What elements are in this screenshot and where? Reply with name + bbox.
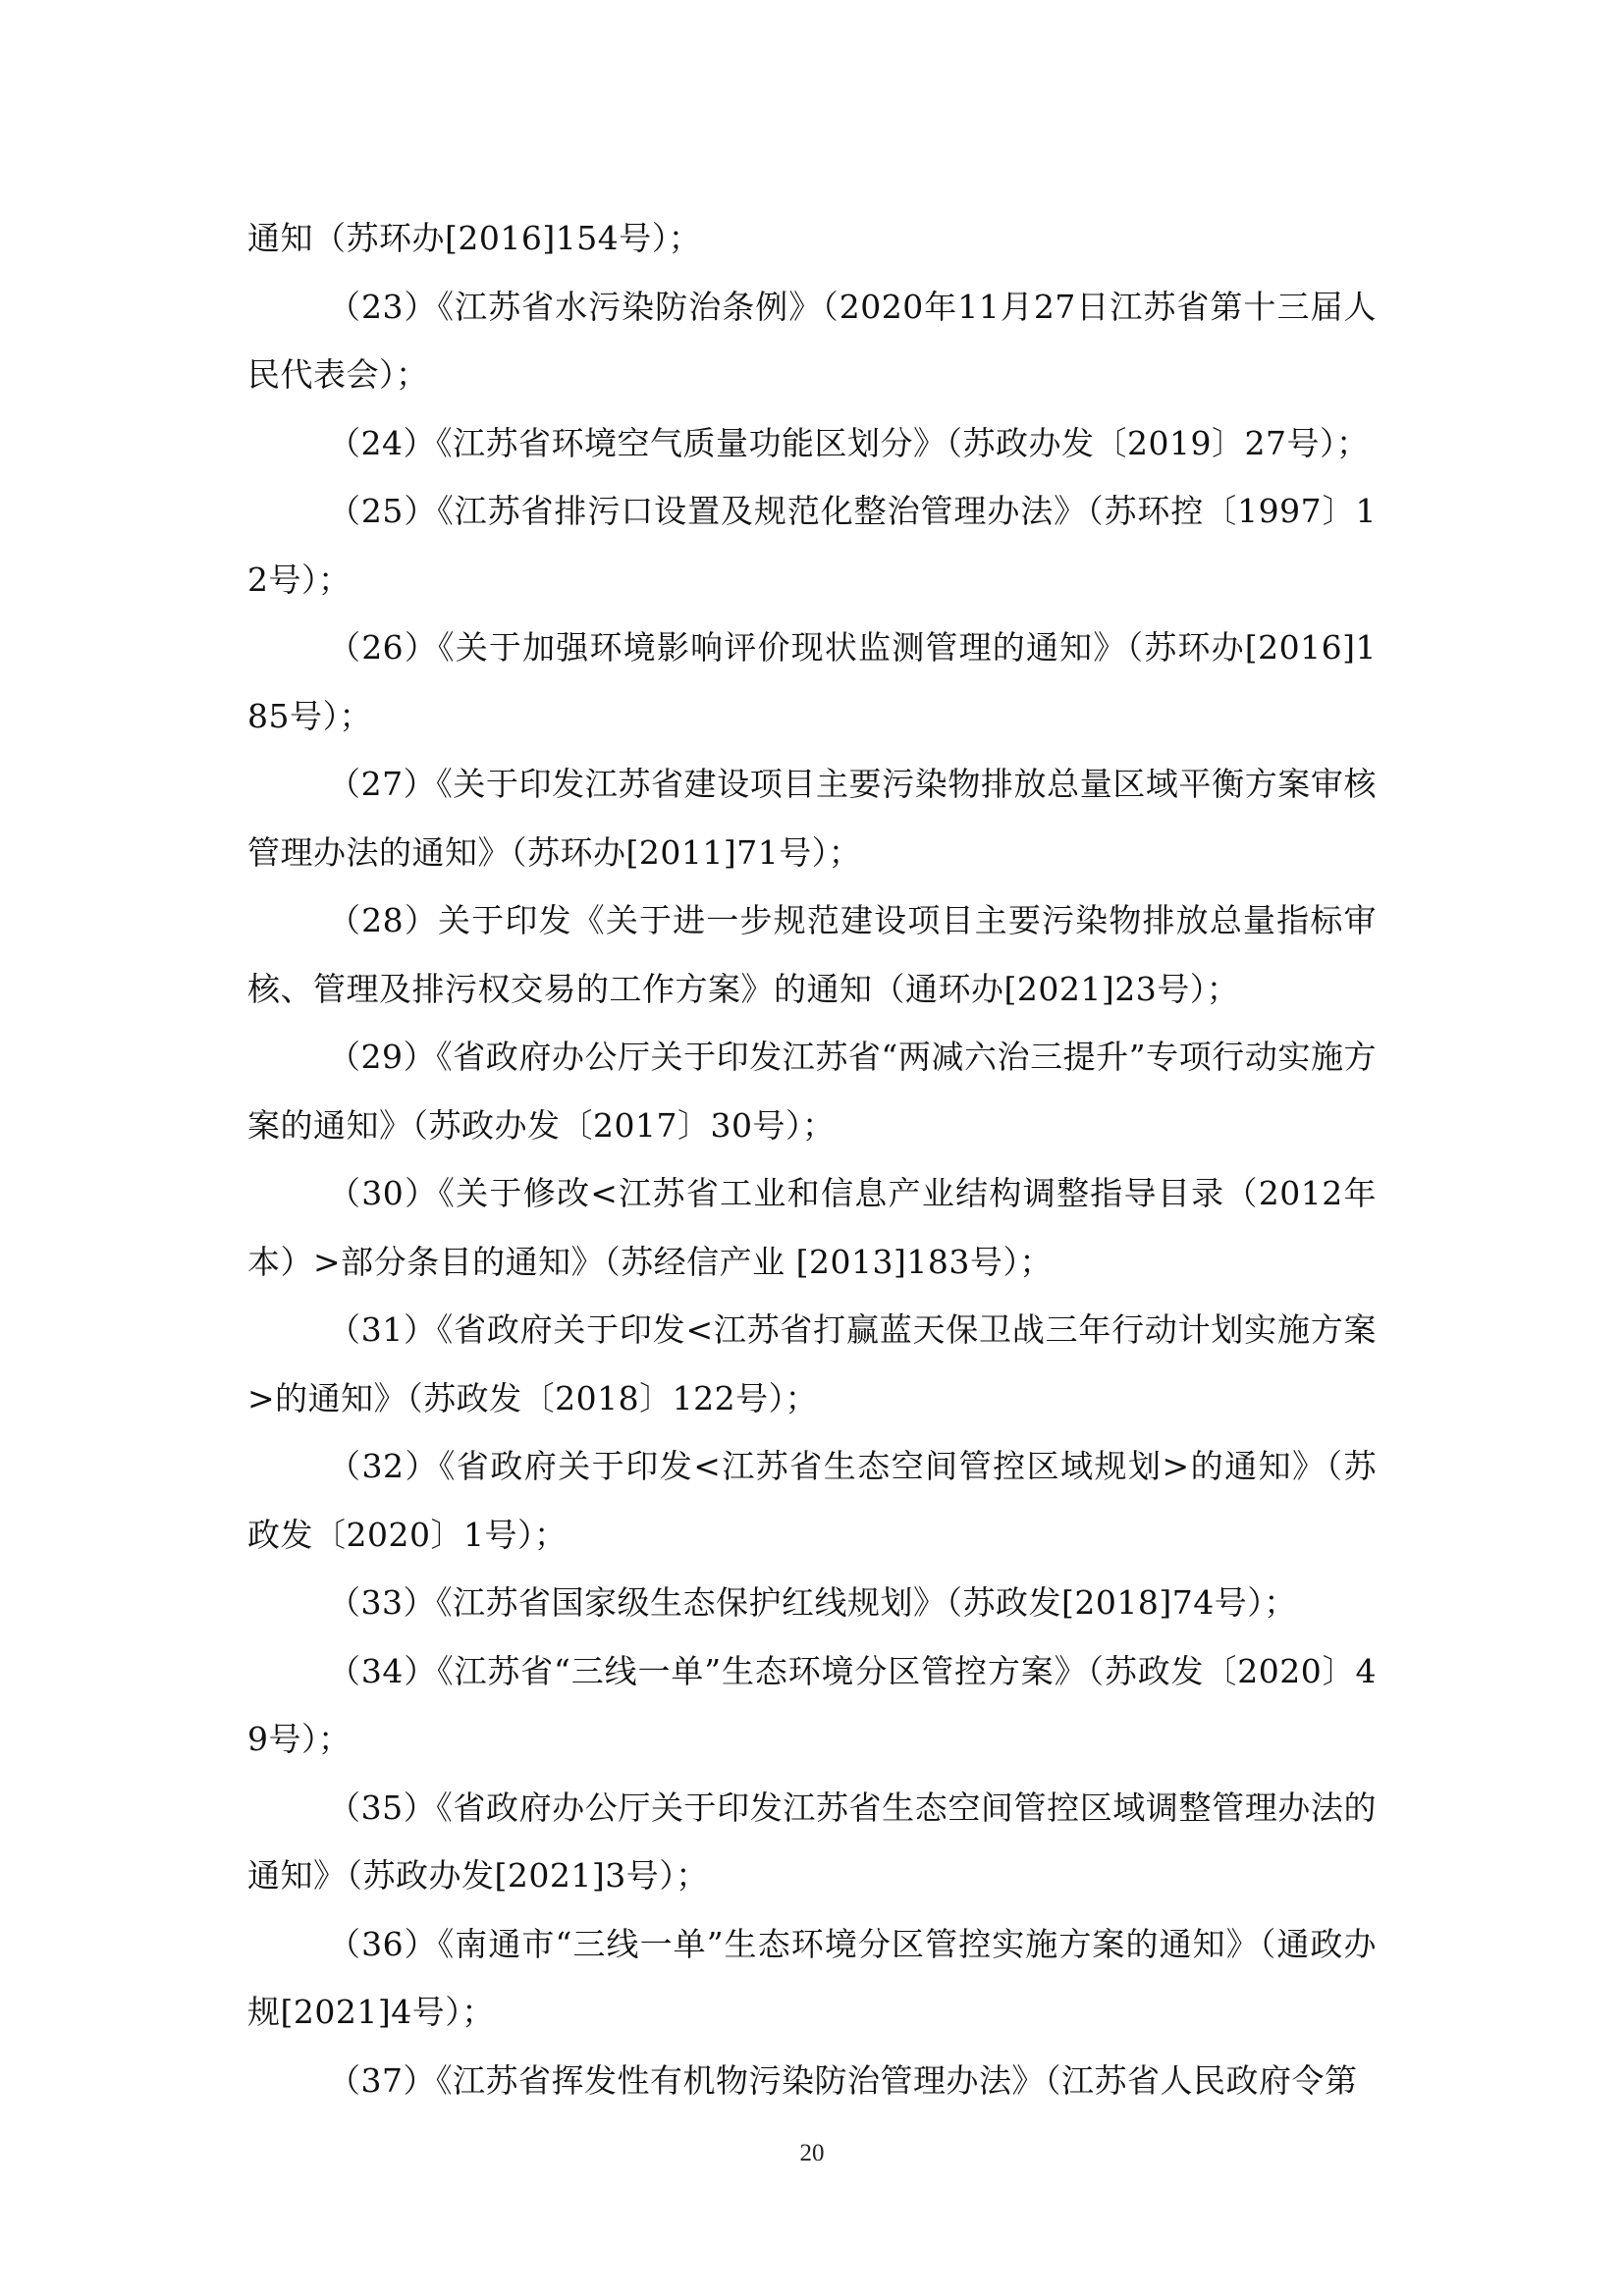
paragraph-item: （30）《关于修改<江苏省工业和信息产业结构调整指导目录（2012年本）>部分条目的通知》（苏经信产业 [2013]183号）； — [247, 1174, 1377, 1281]
paragraph-item: （26）《关于加强环境影响评价现状监测管理的通知》（苏环办[2016]185号）； — [247, 628, 1377, 735]
paragraph-item: （32）《省政府关于印发<江苏省生态空间管控区域规划>的通知》（苏政发〔2020〕1号）； — [247, 1447, 1377, 1554]
paragraph-item: 通知（苏环办[2016]154号）； — [247, 219, 702, 257]
paragraph-item: （33）《江苏省国家级生态保护红线规划》（苏政发[2018]74号）； — [328, 1583, 1297, 1622]
paragraph-item: （36）《南通市“三线一单”生态环境分区管控实施方案的通知》（通政办规[2021]4号）； — [247, 1924, 1377, 2031]
paragraph-item: （37）《江苏省挥发性有机物污染防治管理办法》（江苏省人民政府令第 — [328, 2060, 1358, 2100]
paragraph-item: （31）《省政府关于印发<江苏省打赢蓝天保卫战三年行动计划实施方案>的通知》（苏政发〔2018〕122号）； — [247, 1310, 1377, 1417]
paragraph-item: （23）《江苏省水污染防治条例》（2020年11月27日江苏省第十三届人民代表会）； — [247, 287, 1377, 394]
document-body — [247, 204, 1377, 2114]
paragraph-item: （34）《江苏省“三线一单”生态环境分区管控方案》（苏政发〔2020〕49号）； — [247, 1651, 1377, 1758]
paragraph-item: （24）《江苏省环境空气质量功能区划分》（苏政办发〔2019〕27号）； — [328, 423, 1370, 462]
paragraph-item: （28）关于印发《关于进一步规范建设项目主要污染物排放总量指标审核、管理及排污权交易的工作方案》的通知（通环办[2021]23号）； — [247, 901, 1377, 1008]
paragraph-item: （25）《江苏省排污口设置及规范化整治管理办法》（苏环控〔1997〕12号）； — [247, 492, 1377, 599]
page-number: 20 — [799, 2140, 825, 2166]
paragraph-item: （29）《省政府办公厅关于印发江苏省“两减六治三提升”专项行动实施方案的通知》（苏政办发〔2017〕30号）； — [247, 1038, 1377, 1145]
paragraph-item: （27）《关于印发江苏省建设项目主要污染物排放总量区域平衡方案审核管理办法的通知》（苏环办[2011]71号）； — [247, 765, 1377, 872]
paragraph-item: （35）《省政府办公厅关于印发江苏省生态空间管控区域调整管理办法的通知》（苏政办发[2021]3号）； — [247, 1788, 1377, 1895]
